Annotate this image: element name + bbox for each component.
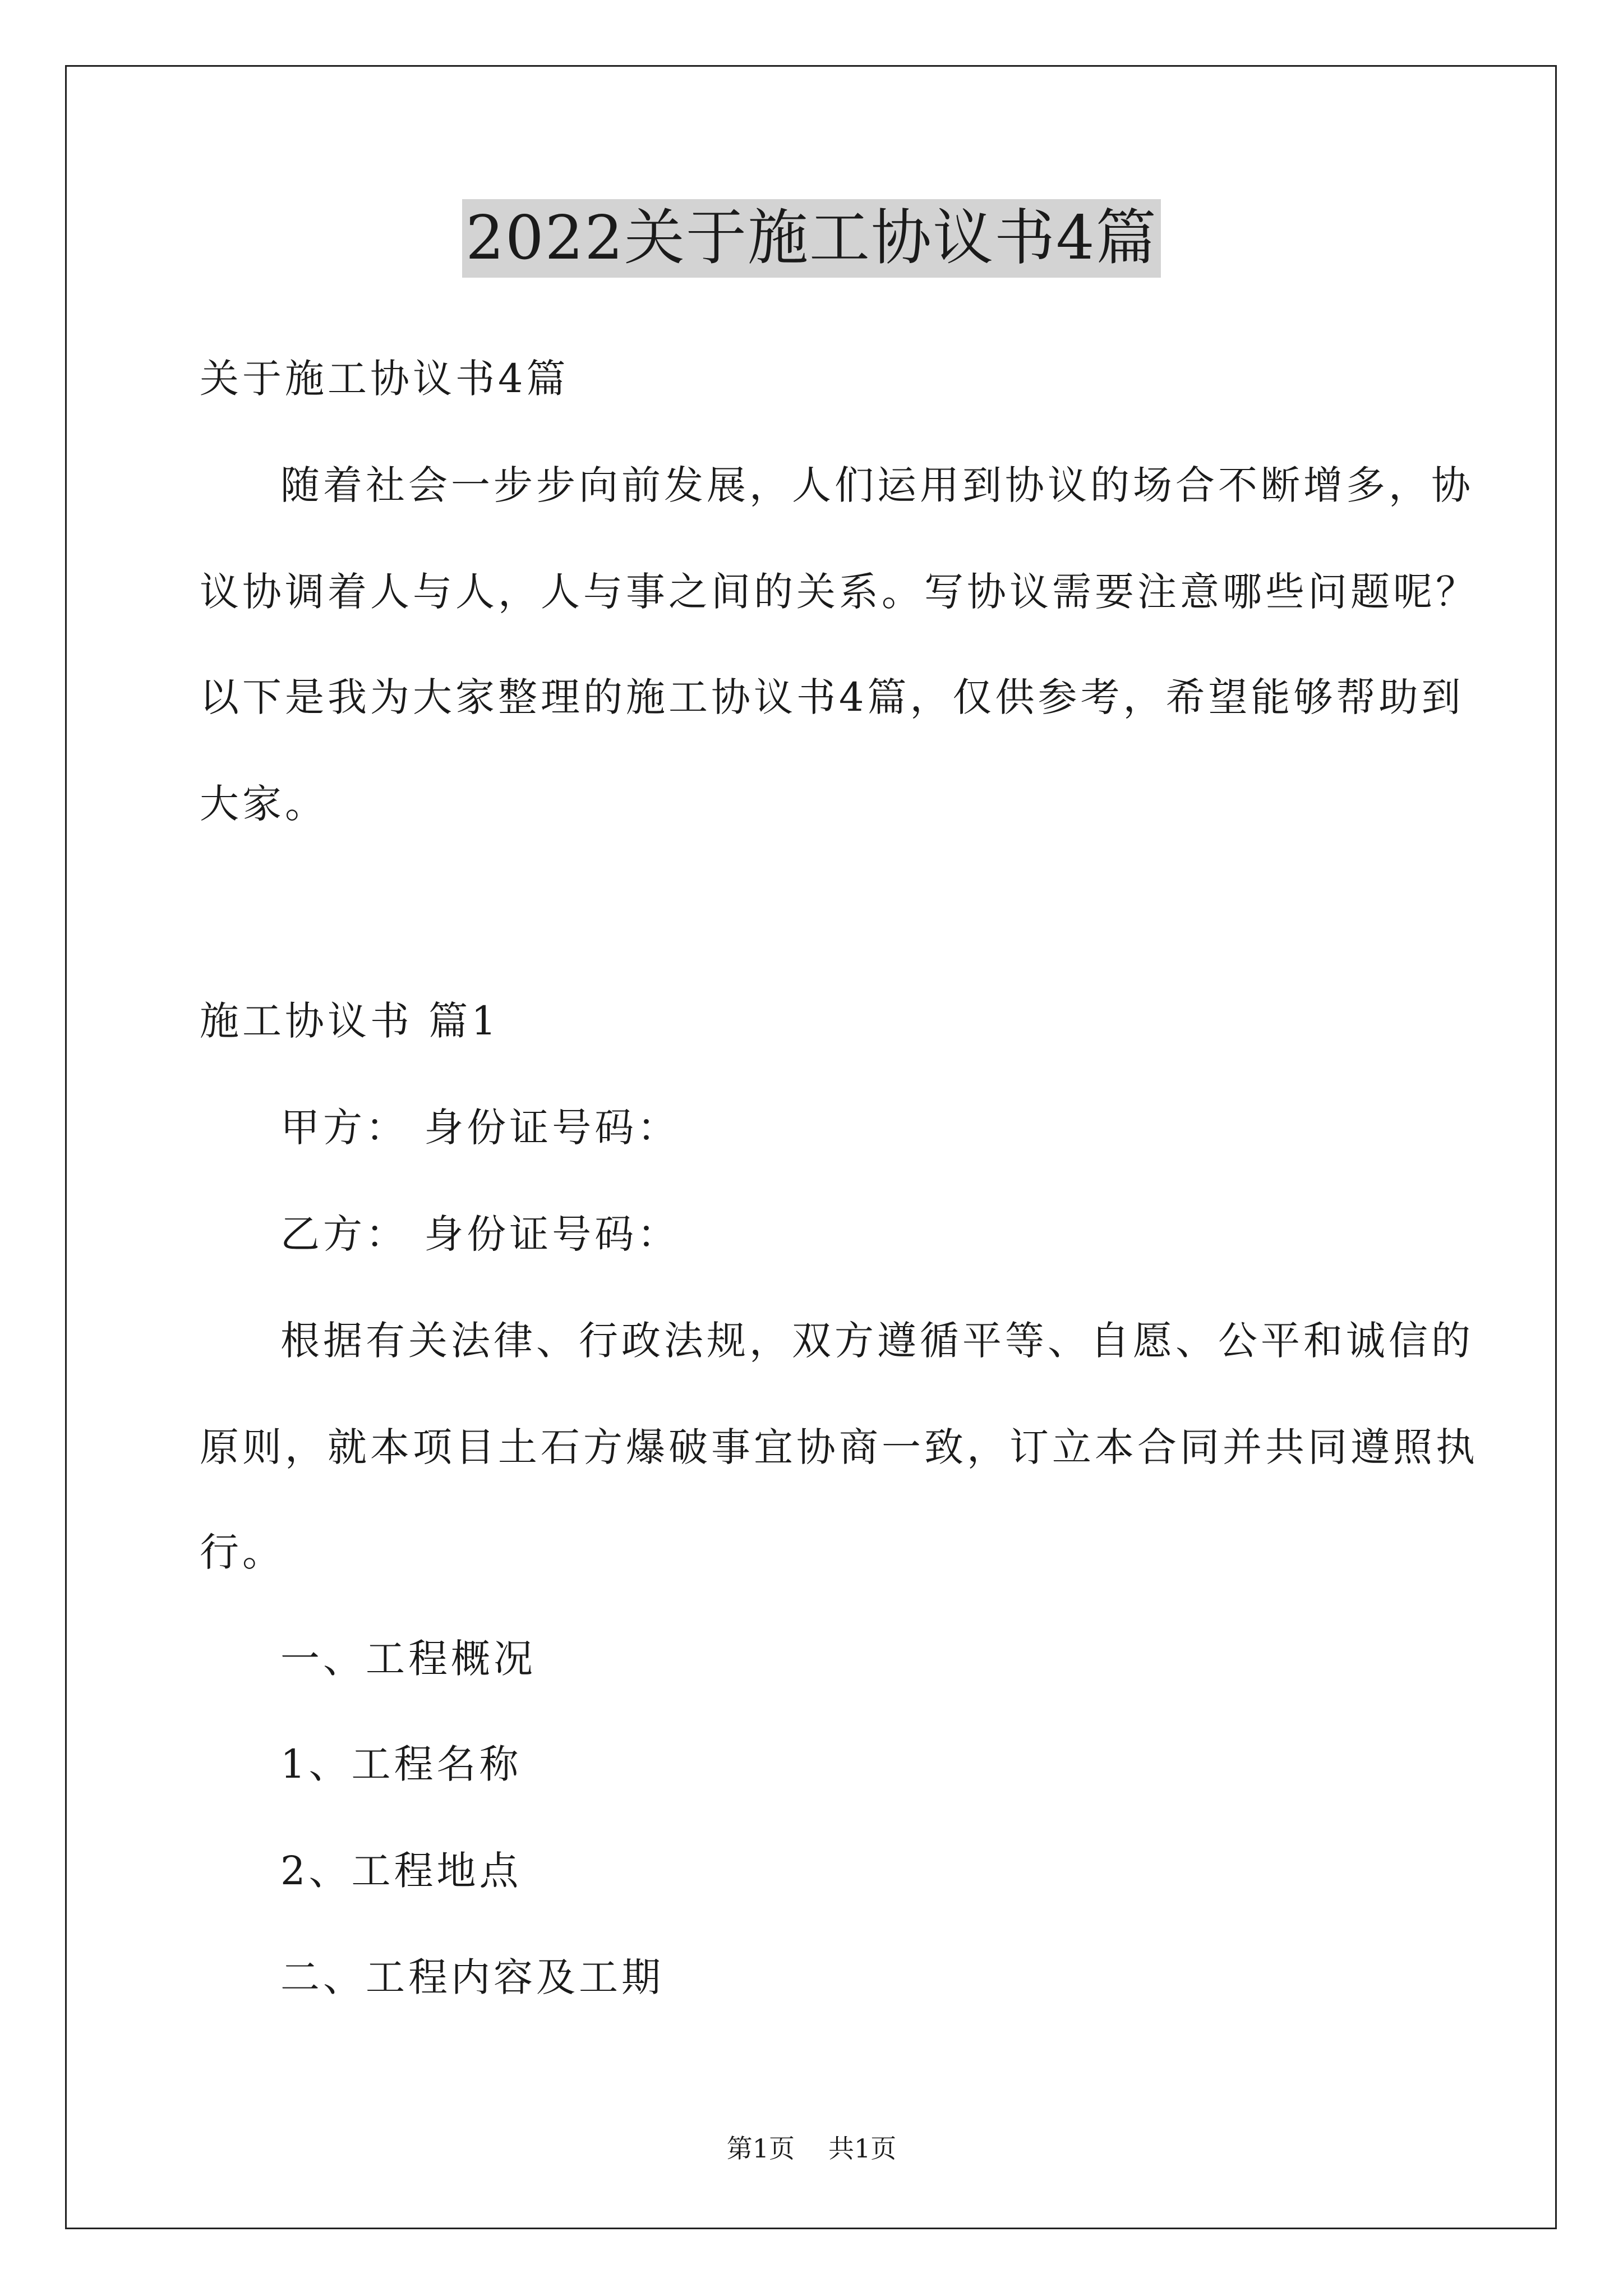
page-total: 共1页 (828, 2133, 897, 2164)
basis-line-3: 行。 (200, 1529, 285, 1575)
page-footer (0, 2132, 1623, 2165)
title-container (0, 199, 1623, 278)
intro-line-4: 大家。 (200, 781, 328, 827)
intro-line-1: 随着社会一步步向前发展，人们运用到协议的场合不断增多，协 (280, 462, 1474, 508)
party-b-line: 乙方： 身份证号码： (280, 1211, 680, 1257)
document-subtitle: 关于施工协议书4篇 (200, 356, 569, 402)
basis-line-2: 原则，就本项目土石方爆破事宜协商一致，订立本合同并共同遵照执 (200, 1424, 1478, 1470)
clause-line: 一、工程概况 (280, 1636, 536, 1682)
intro-line-3: 以下是我为大家整理的施工协议书4篇，仅供参考，希望能够帮助到 (200, 674, 1464, 720)
party-a-line: 甲方： 身份证号码： (280, 1105, 680, 1151)
page-number: 第1页 (726, 2133, 795, 2164)
clause-line: 1、工程名称 (280, 1741, 522, 1787)
clause-line: 二、工程内容及工期 (280, 1954, 664, 2000)
basis-line-1: 根据有关法律、行政法规，双方遵循平等、自愿、公平和诚信的 (280, 1318, 1474, 1364)
clause-line: 2、工程地点 (280, 1848, 522, 1894)
intro-line-2: 议协调着人与人，人与事之间的关系。写协议需要注意哪些问题呢？ (200, 569, 1478, 615)
section-heading: 施工协议书 篇1 (200, 998, 500, 1044)
document-title: 2022关于施工协议书4篇 (462, 199, 1161, 278)
